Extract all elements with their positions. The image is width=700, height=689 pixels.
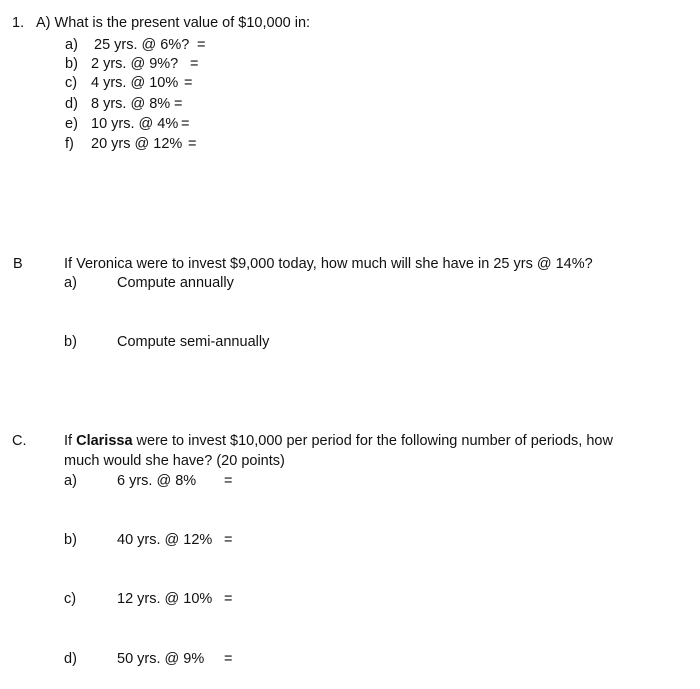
qc-item-c-label: c)	[64, 591, 77, 607]
question-b-marker: B	[13, 256, 23, 272]
q1-item-e-text: 10 yrs. @ 4%	[91, 116, 179, 132]
qb-item-a-label: a)	[64, 275, 77, 291]
q1-item-e-equals: =	[181, 116, 190, 132]
q1-item-b-equals: =	[190, 56, 199, 72]
qb-item-a-text: Compute annually	[117, 275, 234, 291]
qc-item-a-text: 6 yrs. @ 8%	[117, 473, 197, 489]
q1-item-d-text: 8 yrs. @ 8%	[91, 96, 171, 112]
qc-item-d-equals: =	[224, 651, 233, 667]
qc-item-a-label: a)	[64, 473, 77, 489]
q1-item-f-text: 20 yrs @ 12%	[91, 136, 183, 152]
qc-item-d-text: 50 yrs. @ 9%	[117, 651, 205, 667]
q1-item-a-text: 25 yrs. @ 6%?	[94, 37, 190, 53]
qc-item-b-label: b)	[64, 532, 77, 548]
q1-item-d-label: d)	[65, 96, 78, 112]
q1-item-d-equals: =	[174, 96, 183, 112]
question-1-number: 1.	[12, 15, 25, 31]
q1-item-b-text: 2 yrs. @ 9%?	[91, 56, 179, 72]
q1-item-f-label: f)	[65, 136, 74, 152]
question-b-text: If Veronica were to invest $9,000 today, how much will she have in 25 yrs @ 14%?	[64, 256, 593, 272]
qc-item-b-equals: =	[224, 532, 233, 548]
question-c-post: were to invest $10,000 per period for the following number of periods, how	[132, 433, 613, 449]
question-1-text: A) What is the present value of $10,000 in:	[36, 15, 311, 31]
qc-item-c-text: 12 yrs. @ 10%	[117, 591, 213, 607]
q1-item-a-equals: =	[197, 37, 206, 53]
qb-item-b-label: b)	[64, 334, 77, 350]
qc-item-d-label: d)	[64, 651, 77, 667]
question-c-name: Clarissa	[76, 433, 133, 449]
qc-item-b-text: 40 yrs. @ 12%	[117, 532, 213, 548]
q1-item-f-equals: =	[188, 136, 197, 152]
q1-item-c-label: c)	[65, 75, 78, 91]
question-c-pre: If	[64, 433, 77, 449]
q1-item-a-label: a)	[65, 37, 78, 53]
qb-item-b-text: Compute semi-annually	[117, 334, 270, 350]
qc-item-a-equals: =	[224, 473, 233, 489]
question-c-text-line1	[64, 432, 613, 450]
q1-item-c-equals: =	[184, 75, 193, 91]
question-c-text-line2: much would she have? (20 points)	[64, 453, 285, 469]
q1-item-c-text: 4 yrs. @ 10%	[91, 75, 179, 91]
q1-item-e-label: e)	[65, 116, 78, 132]
q1-item-b-label: b)	[65, 56, 78, 72]
question-c-marker: C.	[12, 433, 27, 449]
qc-item-c-equals: =	[224, 591, 233, 607]
